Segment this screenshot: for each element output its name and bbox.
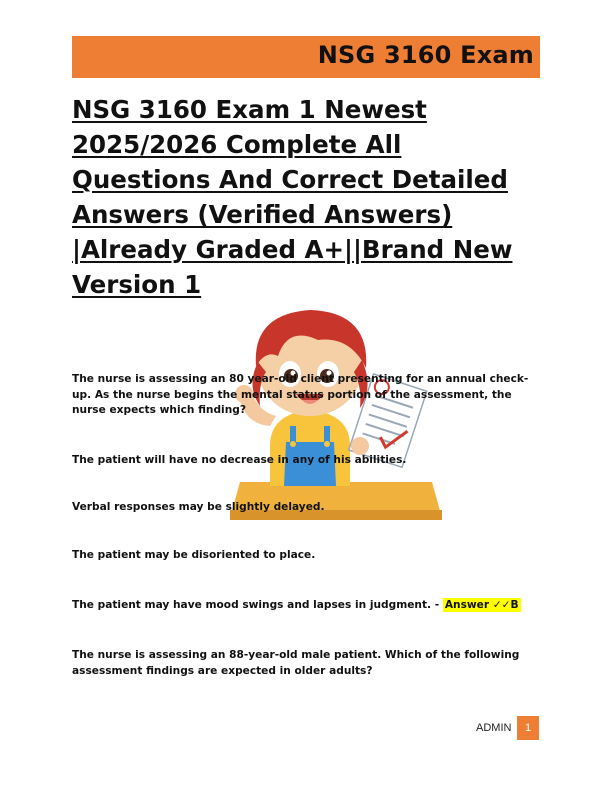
footer-author: ADMIN bbox=[476, 722, 512, 734]
page-number-badge: 1 bbox=[517, 716, 539, 740]
question-1: The nurse is assessing an 80 year-old client presenting for an annual check-up. As the nurse begins the mental status portion of the assessment, the nurse expects which finding? bbox=[72, 373, 529, 416]
question-2: The nurse is assessing an 88-year-old male patient. Which of the following assessment findings are expected in older adults? bbox=[72, 649, 520, 677]
option-b: Verbal responses may be slightly delayed. bbox=[72, 501, 325, 513]
header-banner bbox=[72, 36, 540, 78]
option-c: The patient may be disoriented to place. bbox=[72, 549, 316, 561]
answer-highlight: Answer ✓✓B bbox=[444, 599, 519, 611]
document-title: NSG 3160 Exam 1 Newest 2025/2026 Complete All Questions And Correct Detailed Answers (Verified Answers) |Already Graded A+||Brand New Version 1 bbox=[72, 95, 513, 299]
banner-title: NSG 3160 Exam bbox=[317, 41, 534, 69]
option-d-line bbox=[72, 598, 542, 614]
option-a: The patient will have no decrease in any of his abilities. bbox=[72, 454, 407, 466]
option-d: The patient may have mood swings and lapses in judgment. - bbox=[72, 599, 443, 611]
